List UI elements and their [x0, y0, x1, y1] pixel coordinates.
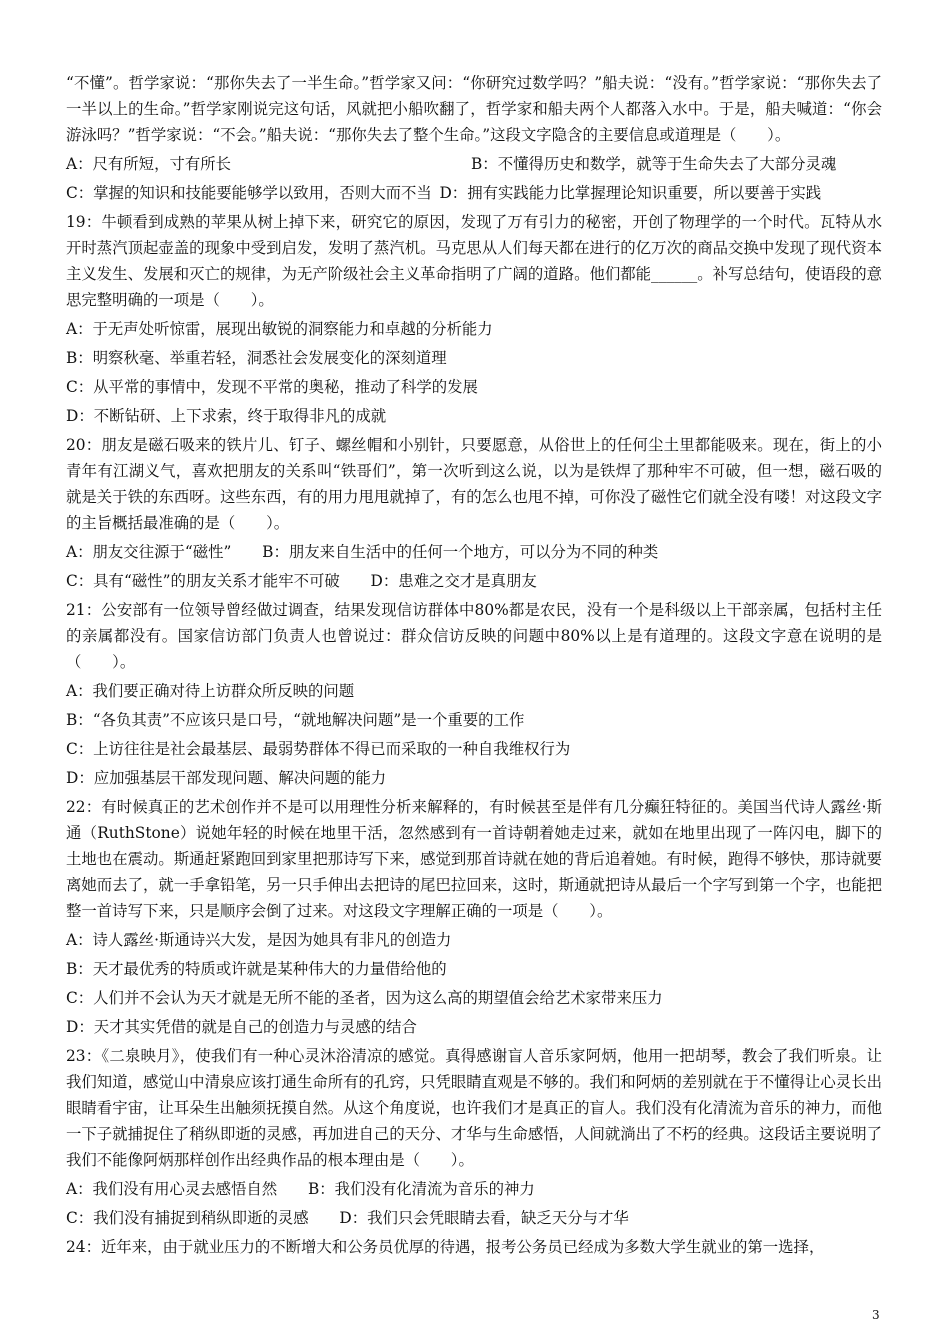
- q19-option-d[interactable]: D：不断钻研、上下求索，终于取得非凡的成就: [66, 407, 387, 425]
- q19-option-a[interactable]: A：于无声处听惊雷，展现出敏锐的洞察能力和卓越的分析能力: [66, 320, 493, 338]
- q23-option-b[interactable]: B：我们没有化清流为音乐的神力: [307, 1180, 535, 1198]
- q22-option-b[interactable]: B：天才最优秀的特质或许就是某种伟大的力量借给他的: [66, 960, 447, 978]
- q18-option-b[interactable]: B：不懂得历史和数学，就等于生命失去了大部分灵魂: [471, 155, 837, 173]
- q20-option-c[interactable]: C：具有“磁性”的朋友关系才能牢不可破: [66, 572, 340, 590]
- q21-option-d[interactable]: D：应加强基层干部发现问题、解决问题的能力: [66, 769, 387, 787]
- q18-options-cd: [66, 180, 882, 206]
- q20-options-cd: [66, 568, 882, 594]
- q22-option-d[interactable]: D：天才其实凭借的就是自己的创造力与灵感的结合: [66, 1018, 417, 1036]
- q18-option-c[interactable]: C：掌握的知识和技能要能够学以致用，否则大而不当: [66, 184, 432, 202]
- q23-options-cd: [66, 1205, 882, 1231]
- q19-stem: 19：牛顿看到成熟的苹果从树上掉下来，研究它的原因，发现了万有引力的秘密，开创了物理学的一个时代。瓦特从水开时蒸汽顶起壶盖的现象中受到启发，发明了蒸汽机。马克思从人们每天都在进行的亿万次的商品交换中发现了现代资本主义发生、发展和灭亡的规律，为无产阶级社会主义革命指明了广阔的道路。他们都能______。补写总结句，使语段的意思完整明确的一项是（ ）。: [66, 213, 882, 309]
- q23-options-ab: [66, 1176, 882, 1202]
- q23-option-c[interactable]: C：我们没有捕捉到稍纵即逝的灵感: [66, 1209, 309, 1227]
- q20-options-ab: [66, 539, 882, 565]
- q23-option-a[interactable]: A：我们没有用心灵去感悟自然: [66, 1180, 278, 1198]
- q22-option-a[interactable]: A：诗人露丝·斯通诗兴大发，是因为她具有非凡的创造力: [66, 931, 452, 949]
- q21-stem: 21：公安部有一位领导曾经做过调查，结果发现信访群体中80%都是农民，没有一个是科级以上干部亲属，包括村主任的亲属都没有。国家信访部门负责人也曾说过：群众信访反映的问题中80%以上是有道理的。这段文字意在说明的是（ ）。: [66, 601, 882, 671]
- q22-option-c[interactable]: C：人们并不会认为天才就是无所不能的圣者，因为这么高的期望值会给艺术家带来压力: [66, 989, 663, 1007]
- document-body: [66, 70, 882, 1263]
- q20-stem: 20：朋友是磁石吸来的铁片儿、钉子、螺丝帽和小别针，只要愿意，从俗世上的任何尘土里都能吸来。现在，街上的小青年有江湖义气，喜欢把朋友的关系叫“铁哥们”，第一次听到这么说，以为是铁焊了那种牢不可破，但一想，磁石吸的就是关于铁的东西呀。这些东西，有的用力甩甩就掉了，有的怎么也甩不掉，可你没了磁性它们就全没有喽！对这段文字的主旨概括最准确的是（ ）。: [66, 436, 882, 532]
- q24-stem: 24：近年来，由于就业压力的不断增大和公务员优厚的待遇，报考公务员已经成为多数大学生就业的第一选择，: [66, 1238, 825, 1256]
- q23-option-d[interactable]: D：我们只会凭眼睛去看，缺乏天分与才华: [339, 1209, 629, 1227]
- q20-option-a[interactable]: A：朋友交往源于“磁性”: [66, 543, 232, 561]
- q19-option-b[interactable]: B：明察秋毫、举重若轻，洞悉社会发展变化的深刻道理: [66, 349, 447, 367]
- page-number: 3: [872, 1308, 880, 1322]
- q18-option-a[interactable]: A：尺有所短，寸有所长: [66, 155, 232, 173]
- q18-stem-tail: “不懂”。哲学家说：“那你失去了一半生命。”哲学家又问：“你研究过数学吗？”船夫说：“没有。”哲学家说：“那你失去了一半以上的生命。”哲学家刚说完这句话，风就把小船吹翻了，哲学家和船夫两个人都落入水中。于是，船夫喊道：“你会游泳吗？”哲学家说：“不会。”船夫说：“那你失去了整个生命。”这段文字隐含的主要信息或道理是（ ）。: [66, 74, 882, 144]
- q22-stem: 22：有时候真正的艺术创作并不是可以用理性分析来解释的，有时候甚至是伴有几分癫狂特征的。美国当代诗人露丝·斯通（RuthStone）说她年轻的时候在地里干活，忽然感到有一首诗朝着她走过来，就如在地里出现了一阵闪电，脚下的土地也在震动。斯通赶紧跑回到家里把那诗写下来，感觉到那首诗就在她的背后追着她。有时候，跑得不够快，那诗就要离她而去了，就一手拿铅笔，另一只手伸出去把诗的尾巴拉回来，这时，斯通就把诗从最后一个字写到第一个字，也能把整一首诗写下来，只是顺序会倒了过来。对这段文字理解正确的一项是（ ）。: [66, 798, 882, 920]
- q21-option-b[interactable]: B：“各负其责”不应该只是口号，“就地解决问题”是一个重要的工作: [66, 711, 525, 729]
- q20-option-d[interactable]: D：患难之交才是真朋友: [370, 572, 537, 590]
- q18-options-ab: [66, 151, 882, 177]
- q21-option-a[interactable]: A：我们要正确对待上访群众所反映的问题: [66, 682, 355, 700]
- q23-stem: 23：《二泉映月》，使我们有一种心灵沐浴清凉的感觉。真得感谢盲人音乐家阿炳，他用一把胡琴，教会了我们听泉。让我们知道，感觉山中清泉应该打通生命所有的孔窍，只凭眼睛直观是不够的。我们和阿炳的差别就在于不懂得让心灵长出眼睛看宇宙，让耳朵生出触须抚摸自然。从这个角度说，也许我们才是真正的盲人。我们没有化清流为音乐的神力，而他一下子就捕捉住了稍纵即逝的灵感，再加进自己的天分、才华与生命感悟，人间就淌出了不朽的经典。这段话主要说明了我们不能像阿炳那样创作出经典作品的根本理由是（ ）。: [66, 1047, 882, 1169]
- q19-option-c[interactable]: C：从平常的事情中，发现不平常的奥秘，推动了科学的发展: [66, 378, 478, 396]
- q18-option-d[interactable]: D：拥有实践能力比掌握理论知识重要，所以要善于实践: [439, 184, 822, 202]
- q21-option-c[interactable]: C：上访往往是社会最基层、最弱势群体不得已而采取的一种自我维权行为: [66, 740, 571, 758]
- q20-option-b[interactable]: B：朋友来自生活中的任何一个地方，可以分为不同的种类: [262, 543, 659, 561]
